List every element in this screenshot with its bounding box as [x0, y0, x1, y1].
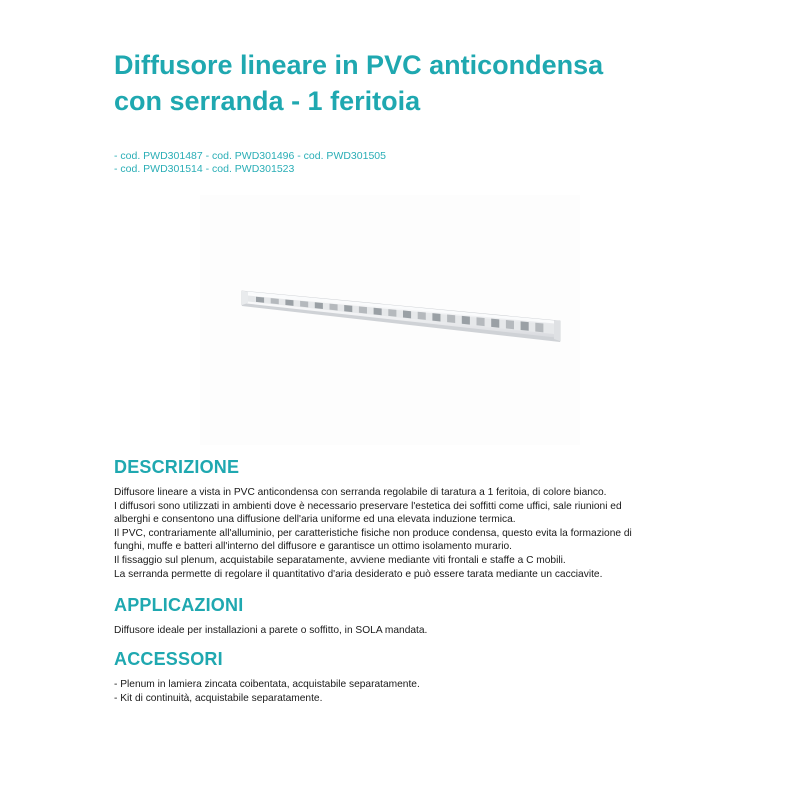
diffuser-slot: [271, 298, 279, 304]
descrizione-line: I diffusori sono utilizzati in ambienti dove è necessario preservare l'estetica dei soffitti come uffici, sale riunioni ed: [114, 500, 622, 512]
diffuser-right-end: [554, 321, 560, 342]
diffuser-slot: [256, 297, 264, 303]
applicazioni-line: Diffusore ideale per installazioni a parete o soffitto, in SOLA mandata.: [114, 625, 428, 636]
diffuser-slot: [388, 309, 396, 317]
diffuser-slot: [506, 320, 514, 329]
applicazioni-text: [114, 624, 681, 638]
descrizione-line: Diffusore lineare a vista in PVC anticondensa con serranda regolabile di taratura a 1 feritoia, di colore bianco.: [114, 487, 607, 498]
page-title: [114, 47, 674, 119]
diffuser-slot: [403, 310, 411, 318]
descrizione-text: [114, 486, 681, 581]
descrizione-line: Il PVC, contrariamente all'alluminio, per caratteristiche fisiche non produce condensa, questo evita la formazione di: [114, 527, 632, 539]
title-line-1: Diffusore lineare in PVC anticondensa: [114, 50, 604, 80]
diffuser-slot: [462, 316, 470, 325]
diffuser-slot: [491, 319, 499, 328]
diffuser-slot: [359, 306, 367, 313]
applicazioni-heading: APPLICAZIONI: [114, 595, 244, 615]
diffuser-slot: [418, 312, 426, 320]
title-line-2: con serranda - 1 feritoia: [114, 86, 421, 116]
descrizione-heading: DESCRIZIONE: [114, 457, 240, 477]
diffuser-left-end: [242, 291, 248, 305]
product-codes: [114, 150, 386, 176]
product-codes-line-1: - cod. PWD301487 - cod. PWD301496 - cod. PWD301505: [114, 150, 386, 162]
linear-diffuser-photo: [200, 195, 580, 445]
accessori-list: [114, 678, 681, 705]
diffuser-slot: [344, 305, 352, 312]
diffuser-slot: [330, 304, 338, 311]
diffuser-slot: [300, 301, 308, 308]
accessori-item: - Plenum in lamiera zincata coibentata, acquistabile separatamente.: [114, 679, 420, 690]
diffuser-slot: [535, 323, 543, 333]
diffuser-slot: [315, 302, 323, 309]
diffuser-slot: [521, 321, 529, 330]
diffuser-slot: [374, 308, 382, 316]
accessori-heading: ACCESSORI: [114, 649, 223, 669]
diffuser-slot: [432, 313, 440, 321]
product-codes-line-2: - cod. PWD301514 - cod. PWD301523: [114, 163, 295, 175]
diffuser-slot: [477, 317, 485, 326]
accessori-item: - Kit di continuità, acquistabile separatamente.: [114, 692, 323, 704]
product-image: [200, 195, 580, 445]
descrizione-line: La serranda permette di regolare il quantitativo d'aria desiderato e può essere tarata mediante un cacciavite.: [114, 568, 603, 580]
diffuser-slot: [285, 299, 293, 305]
diffuser-slot: [447, 315, 455, 323]
descrizione-line: funghi, muffe e batteri all'interno del diffusore e garantisce un ottimo isolamento murario.: [114, 541, 512, 553]
descrizione-line: alberghi e consentono una diffusione dell'aria uniforme ed una elevata induzione termica.: [114, 514, 516, 526]
descrizione-line: Il fissaggio sul plenum, acquistabile separatamente, avviene mediante viti frontali e staffe a C mobili.: [114, 554, 566, 566]
